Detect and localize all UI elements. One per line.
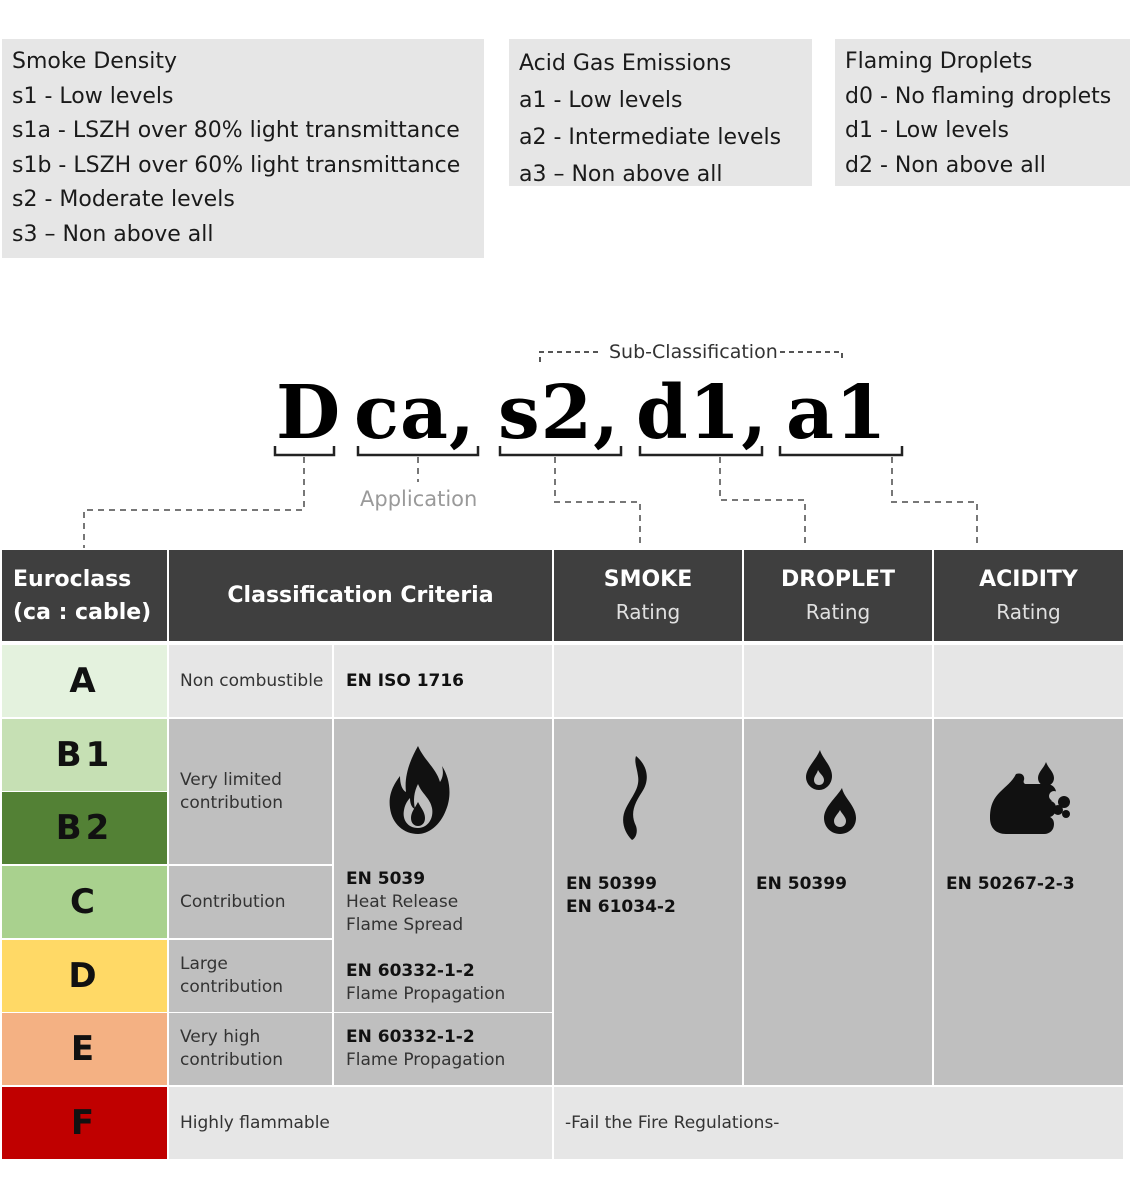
droplet-a	[744, 645, 932, 717]
class-e: E	[2, 1013, 167, 1085]
standard-acidity	[934, 873, 1075, 896]
legend-item: s1b - LSZH over 60% light transmittance	[12, 152, 461, 178]
legend-item: s1 - Low levels	[12, 83, 174, 109]
legend-title: Flaming Droplets	[845, 49, 1033, 74]
header-droplet	[744, 550, 932, 641]
acidity-a	[934, 645, 1123, 717]
standard-a	[334, 645, 552, 717]
standard-heat-release: Heat Release	[346, 892, 459, 912]
class-b1: B1	[2, 719, 167, 791]
smoke-icon	[618, 756, 654, 840]
criteria-f: Highly flammable	[169, 1087, 552, 1159]
header-droplet-title: DROPLET	[780, 567, 896, 592]
class-f: F	[2, 1087, 167, 1159]
code-class: D	[276, 370, 342, 456]
legend-item: a2 - Intermediate levels	[519, 125, 782, 150]
header-acidity	[934, 550, 1123, 641]
standard-smoke-1: EN 50399	[566, 874, 657, 894]
legend-item: d2 - Non above all	[845, 152, 1046, 178]
droplets-icon	[806, 750, 858, 834]
code-smoke: s2,	[498, 370, 620, 456]
legend-item: s1a - LSZH over 80% light transmittance	[12, 118, 460, 143]
standard-droplet	[744, 873, 847, 896]
flame-icon	[388, 746, 450, 836]
smoke-a	[554, 645, 742, 717]
legend-title: Smoke Density	[12, 49, 177, 74]
criteria-b-line2: contribution	[180, 792, 284, 813]
class-b2: B2	[2, 792, 167, 864]
criteria-d	[169, 940, 332, 1012]
connector-lines	[0, 0, 1130, 560]
code-droplet: d1,	[636, 370, 768, 456]
header-smoke	[554, 550, 742, 641]
criteria-e-line1: Very high	[180, 1027, 261, 1047]
legend-item: s3 – Non above all	[12, 221, 214, 247]
criteria-b	[169, 719, 332, 864]
legend-item: a1 - Low levels	[519, 88, 683, 113]
code-application: ca,	[354, 370, 476, 456]
standard-a-text: EN ISO 1716	[346, 670, 465, 691]
standard-droplet-text: EN 50399	[756, 874, 847, 894]
acid-hand-icon	[990, 762, 1072, 834]
standard-d-code: EN 60332-1-2	[346, 961, 475, 981]
standard-smoke	[554, 873, 676, 919]
header-droplet-sub: Rating	[805, 600, 871, 624]
standard-e-desc: Flame Propagation	[346, 1050, 506, 1070]
criteria-c: Contribution	[169, 866, 332, 938]
standard-acidity-text: EN 50267-2-3	[946, 874, 1075, 894]
header-euroclass-line2: (ca : cable)	[13, 599, 152, 625]
header-smoke-title: SMOKE	[603, 567, 693, 592]
standard-e-code: EN 60332-1-2	[346, 1027, 475, 1047]
criteria-e	[169, 1013, 332, 1085]
standard-d-desc: Flame Propagation	[346, 984, 506, 1004]
code-acidity: a1	[786, 370, 888, 456]
criteria-e-line2: contribution	[180, 1050, 284, 1070]
header-acidity-title: ACIDITY	[979, 567, 1078, 592]
standard-e	[334, 1013, 552, 1085]
legend-item: s2 - Moderate levels	[12, 187, 235, 212]
standard-c	[334, 868, 463, 937]
legend-title: Acid Gas Emissions	[519, 51, 732, 76]
class-c: C	[2, 866, 167, 938]
header-acidity-sub: Rating	[996, 600, 1061, 624]
criteria-d-line1: Large	[180, 954, 228, 974]
standard-en5039: EN 5039	[346, 869, 426, 889]
header-criteria-label: Classification Criteria	[227, 583, 494, 608]
application-label: Application	[360, 487, 478, 511]
header-smoke-sub: Rating	[615, 600, 681, 624]
header-euroclass-line1: Euroclass	[13, 566, 132, 592]
header-criteria	[169, 550, 552, 641]
legend-item: a3 – Non above all	[519, 162, 723, 187]
class-a: A	[2, 645, 167, 717]
criteria-d-line2: contribution	[180, 977, 284, 997]
criteria-a: Non combustible	[169, 645, 332, 717]
legend-item: d0 - No flaming droplets	[845, 83, 1112, 109]
standard-flame-spread: Flame Spread	[346, 915, 464, 935]
class-d: D	[2, 940, 167, 1012]
sub-classification-label: Sub-Classification	[609, 341, 778, 363]
fail-note: -Fail the Fire Regulations-	[554, 1087, 1123, 1159]
standard-d	[334, 960, 505, 1006]
criteria-b-line1: Very limited	[180, 769, 282, 790]
header-euroclass	[2, 550, 167, 641]
legend-item: d1 - Low levels	[845, 118, 1009, 143]
standard-smoke-2: EN 61034-2	[566, 897, 676, 917]
